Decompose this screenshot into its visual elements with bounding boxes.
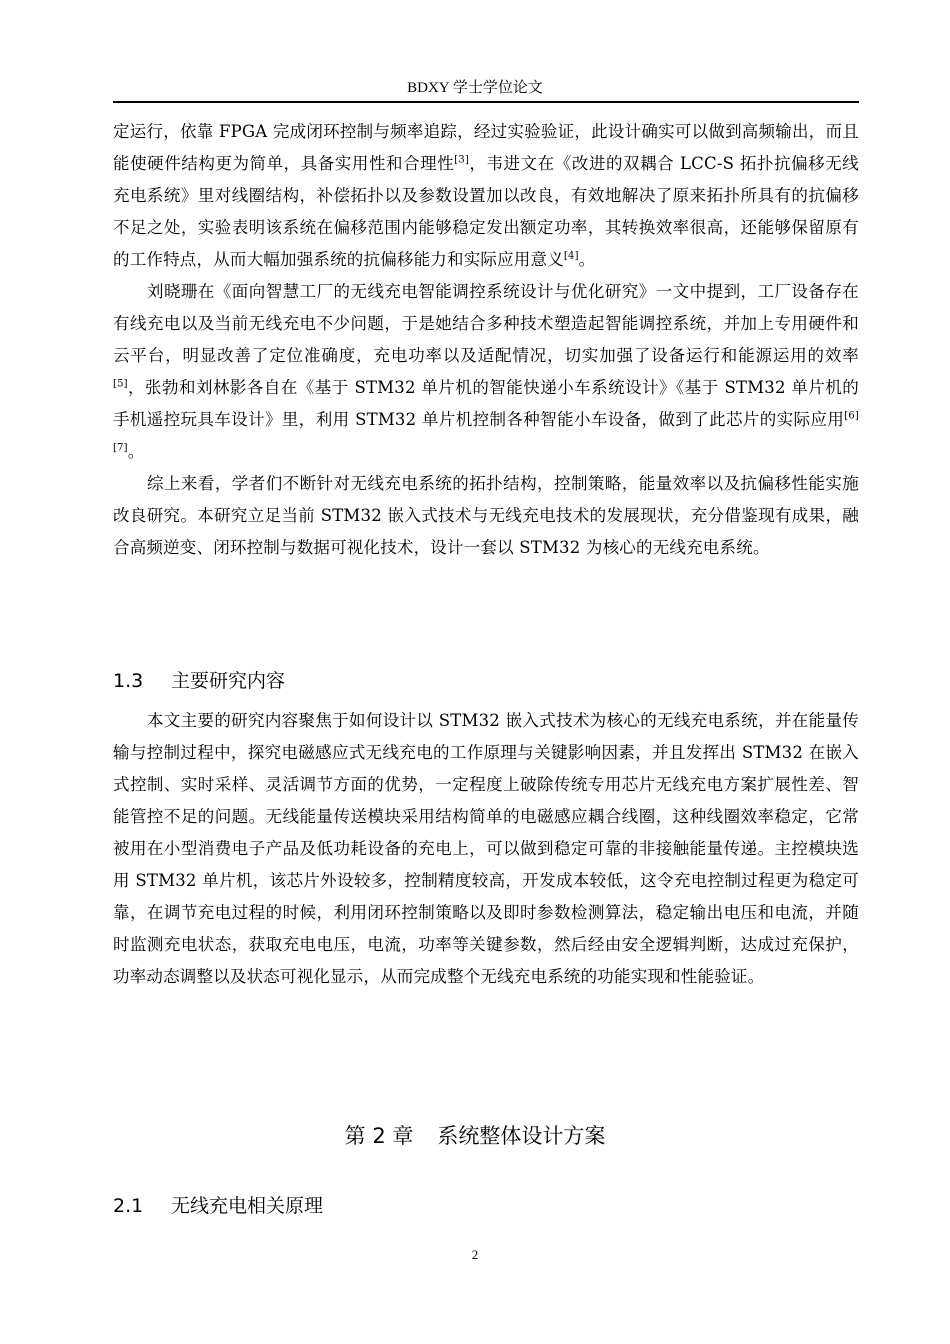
citation-3: [3] <box>454 154 470 166</box>
paragraph-1 <box>113 116 859 276</box>
paragraph-2-text-b: ，张勃和刘林影各自在《基于 STM32 单片机的智能快递小车系统设计》《基于 STM32 单片机的手机遥控玩具车设计》里，利用 STM32 单片机控制各种智能小车设备，做到了此芯片的实际应用 <box>113 378 859 429</box>
paragraph-4: 本文主要的研究内容聚焦于如何设计以 STM32 嵌入式技术为核心的无线充电系统，并在能量传输与控制过程中，探究电磁感应式无线充电的工作原理与关键影响因素，并且发挥出 STM32 在嵌入式控制、实时采样、灵活调节方面的优势，一定程度上破除传统专用芯片无线充电方案扩展性差、智能管控不足的问题。无线能量传送模块采用结构简单的电磁感应耦合线圈，这种线圈效率稳定，它常被用在小型消费电子产品及低功耗设备的充电上，可以做到稳定可靠的非接触能量传递。主控模块选用 STM32 单片机，该芯片外设较多，控制精度较高，开发成本较低，这令充电控制过程更为稳定可靠，在调节充电过程的时候，利用闭环控制策略以及即时参数检测算法，稳定输出电压和电流，并随时监测充电状态，获取充电电压，电流，功率等关键参数，然后经由安全逻辑判断，达成过充保护，功率动态调整以及状态可视化显示，从而完成整个无线充电系统的功能实现和性能验证。 <box>113 711 859 986</box>
chapter-title: 系统整体设计方案 <box>437 1124 606 1148</box>
body-text-section-1-3 <box>113 705 859 993</box>
body-text-top <box>113 116 859 564</box>
section-title: 无线充电相关原理 <box>171 1195 324 1217</box>
paragraph-3-text: 综上来看，学者们不断针对无线充电系统的拓扑结构，控制策略，能量效率以及抗偏移性能实施改良研究。本研究立足当前 STM32 嵌入式技术与无线充电技术的发展现状，充分借鉴现有成果，融合高频逆变、闭环控制与数据可视化技术，设计一套以 STM32 为核心的无线充电系统。 <box>113 474 859 557</box>
citation-6-7: [6] [7] <box>113 410 859 454</box>
section-title: 主要研究内容 <box>171 670 286 692</box>
paragraph-2-text-c: 。 <box>127 442 145 461</box>
paragraph-1-text-c: 。 <box>578 250 596 269</box>
section-heading-1-3 <box>113 667 285 695</box>
paragraph-1-text-b: ，韦进文在《改进的双耦合 LCC-S 拓扑抗偏移无线充电系统》里对线圈结构，补偿拓扑以及参数设置加以改良，有效地解决了原来拓扑所具有的抗偏移不足之处，实验表明该系统在偏移范围内能够稳定发出额定功率，其转换效率很高，还能够保留原有的工作特点，从而大幅加强系统的抗偏移能力和实际应用意义 <box>113 154 859 269</box>
chapter-heading <box>0 1120 950 1152</box>
section-number: 2.1 <box>113 1195 144 1217</box>
citation-4: [4] <box>563 250 579 262</box>
chapter-label: 第 2 章 <box>344 1124 414 1148</box>
paragraph-2-text-a: 刘晓珊在《面向智慧工厂的无线充电智能调控系统设计与优化研究》一文中提到，工厂设备存在有线充电以及当前无线充电不少问题，于是她结合多种技术塑造起智能调控系统，并加上专用硬件和云平台，明显改善了定位准确度，充电功率以及适配情况，切实加强了设备运行和能源运用的效率 <box>113 282 859 365</box>
page-number: 2 <box>471 1247 479 1262</box>
header-divider <box>113 101 859 103</box>
running-header: BDXY 学士学位论文 <box>407 80 543 96</box>
paragraph-3 <box>113 468 859 564</box>
paragraph-1-text-a: 定运行，依靠 FPGA 完成闭环控制与频率追踪，经过实验验证，此设计确实可以做到高频输出，而且能使硬件结构更为简单，具备实用性和合理性 <box>113 122 859 173</box>
paragraph-2 <box>113 276 859 468</box>
citation-5: [5] <box>113 378 128 390</box>
section-number: 1.3 <box>113 670 144 692</box>
section-heading-2-1 <box>113 1192 323 1220</box>
